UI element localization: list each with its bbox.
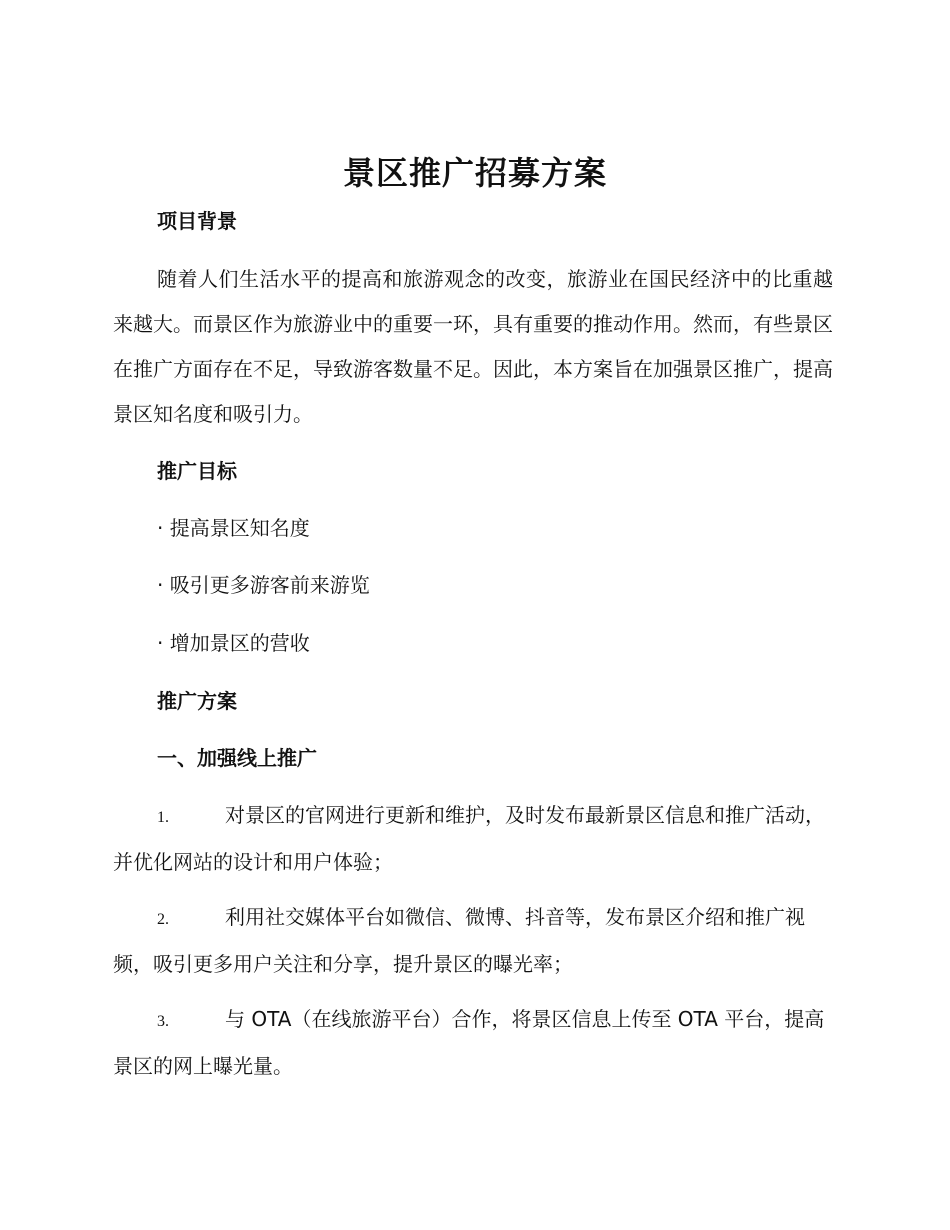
- section-heading-plan: 推广方案: [157, 689, 237, 713]
- item-number: 2.: [157, 911, 169, 928]
- goal-item: · 提高景区知名度: [157, 516, 310, 540]
- numbered-item: [113, 997, 833, 1089]
- section-heading-goals: 推广目标: [157, 459, 237, 483]
- document-title: 景区推广招募方案: [342, 154, 607, 192]
- goal-item: · 吸引更多游客前来游览: [157, 573, 370, 597]
- subsection-heading-online: 一、加强线上推广: [157, 746, 317, 770]
- item-number: 1.: [157, 809, 169, 826]
- numbered-item: [113, 895, 833, 987]
- background-paragraph: 随着人们生活水平的提高和旅游观念的改变，旅游业在国民经济中的比重越来越大。而景区作为旅游业中的重要一环，具有重要的推动作用。然而，有些景区在推广方面存在不足，导致游客数量不足。因此，本方案旨在加强景区推广，提高景区知名度和吸引力。: [113, 267, 833, 426]
- section-heading-background: 项目背景: [157, 209, 237, 233]
- item-text: 与 OTA（在线旅游平台）合作，将景区信息上传至 OTA 平台，提高景区的网上曝光量。: [113, 1007, 825, 1078]
- item-text: 对景区的官网进行更新和维护，及时发布最新景区信息和推广活动，并优化网站的设计和用户体验；: [113, 803, 825, 874]
- item-text: 利用社交媒体平台如微信、微博、抖音等，发布景区介绍和推广视频，吸引更多用户关注和分享，提升景区的曝光率；: [113, 905, 805, 976]
- goal-item: · 增加景区的营收: [157, 631, 310, 655]
- item-number: 3.: [157, 1013, 169, 1030]
- numbered-item: [113, 793, 833, 885]
